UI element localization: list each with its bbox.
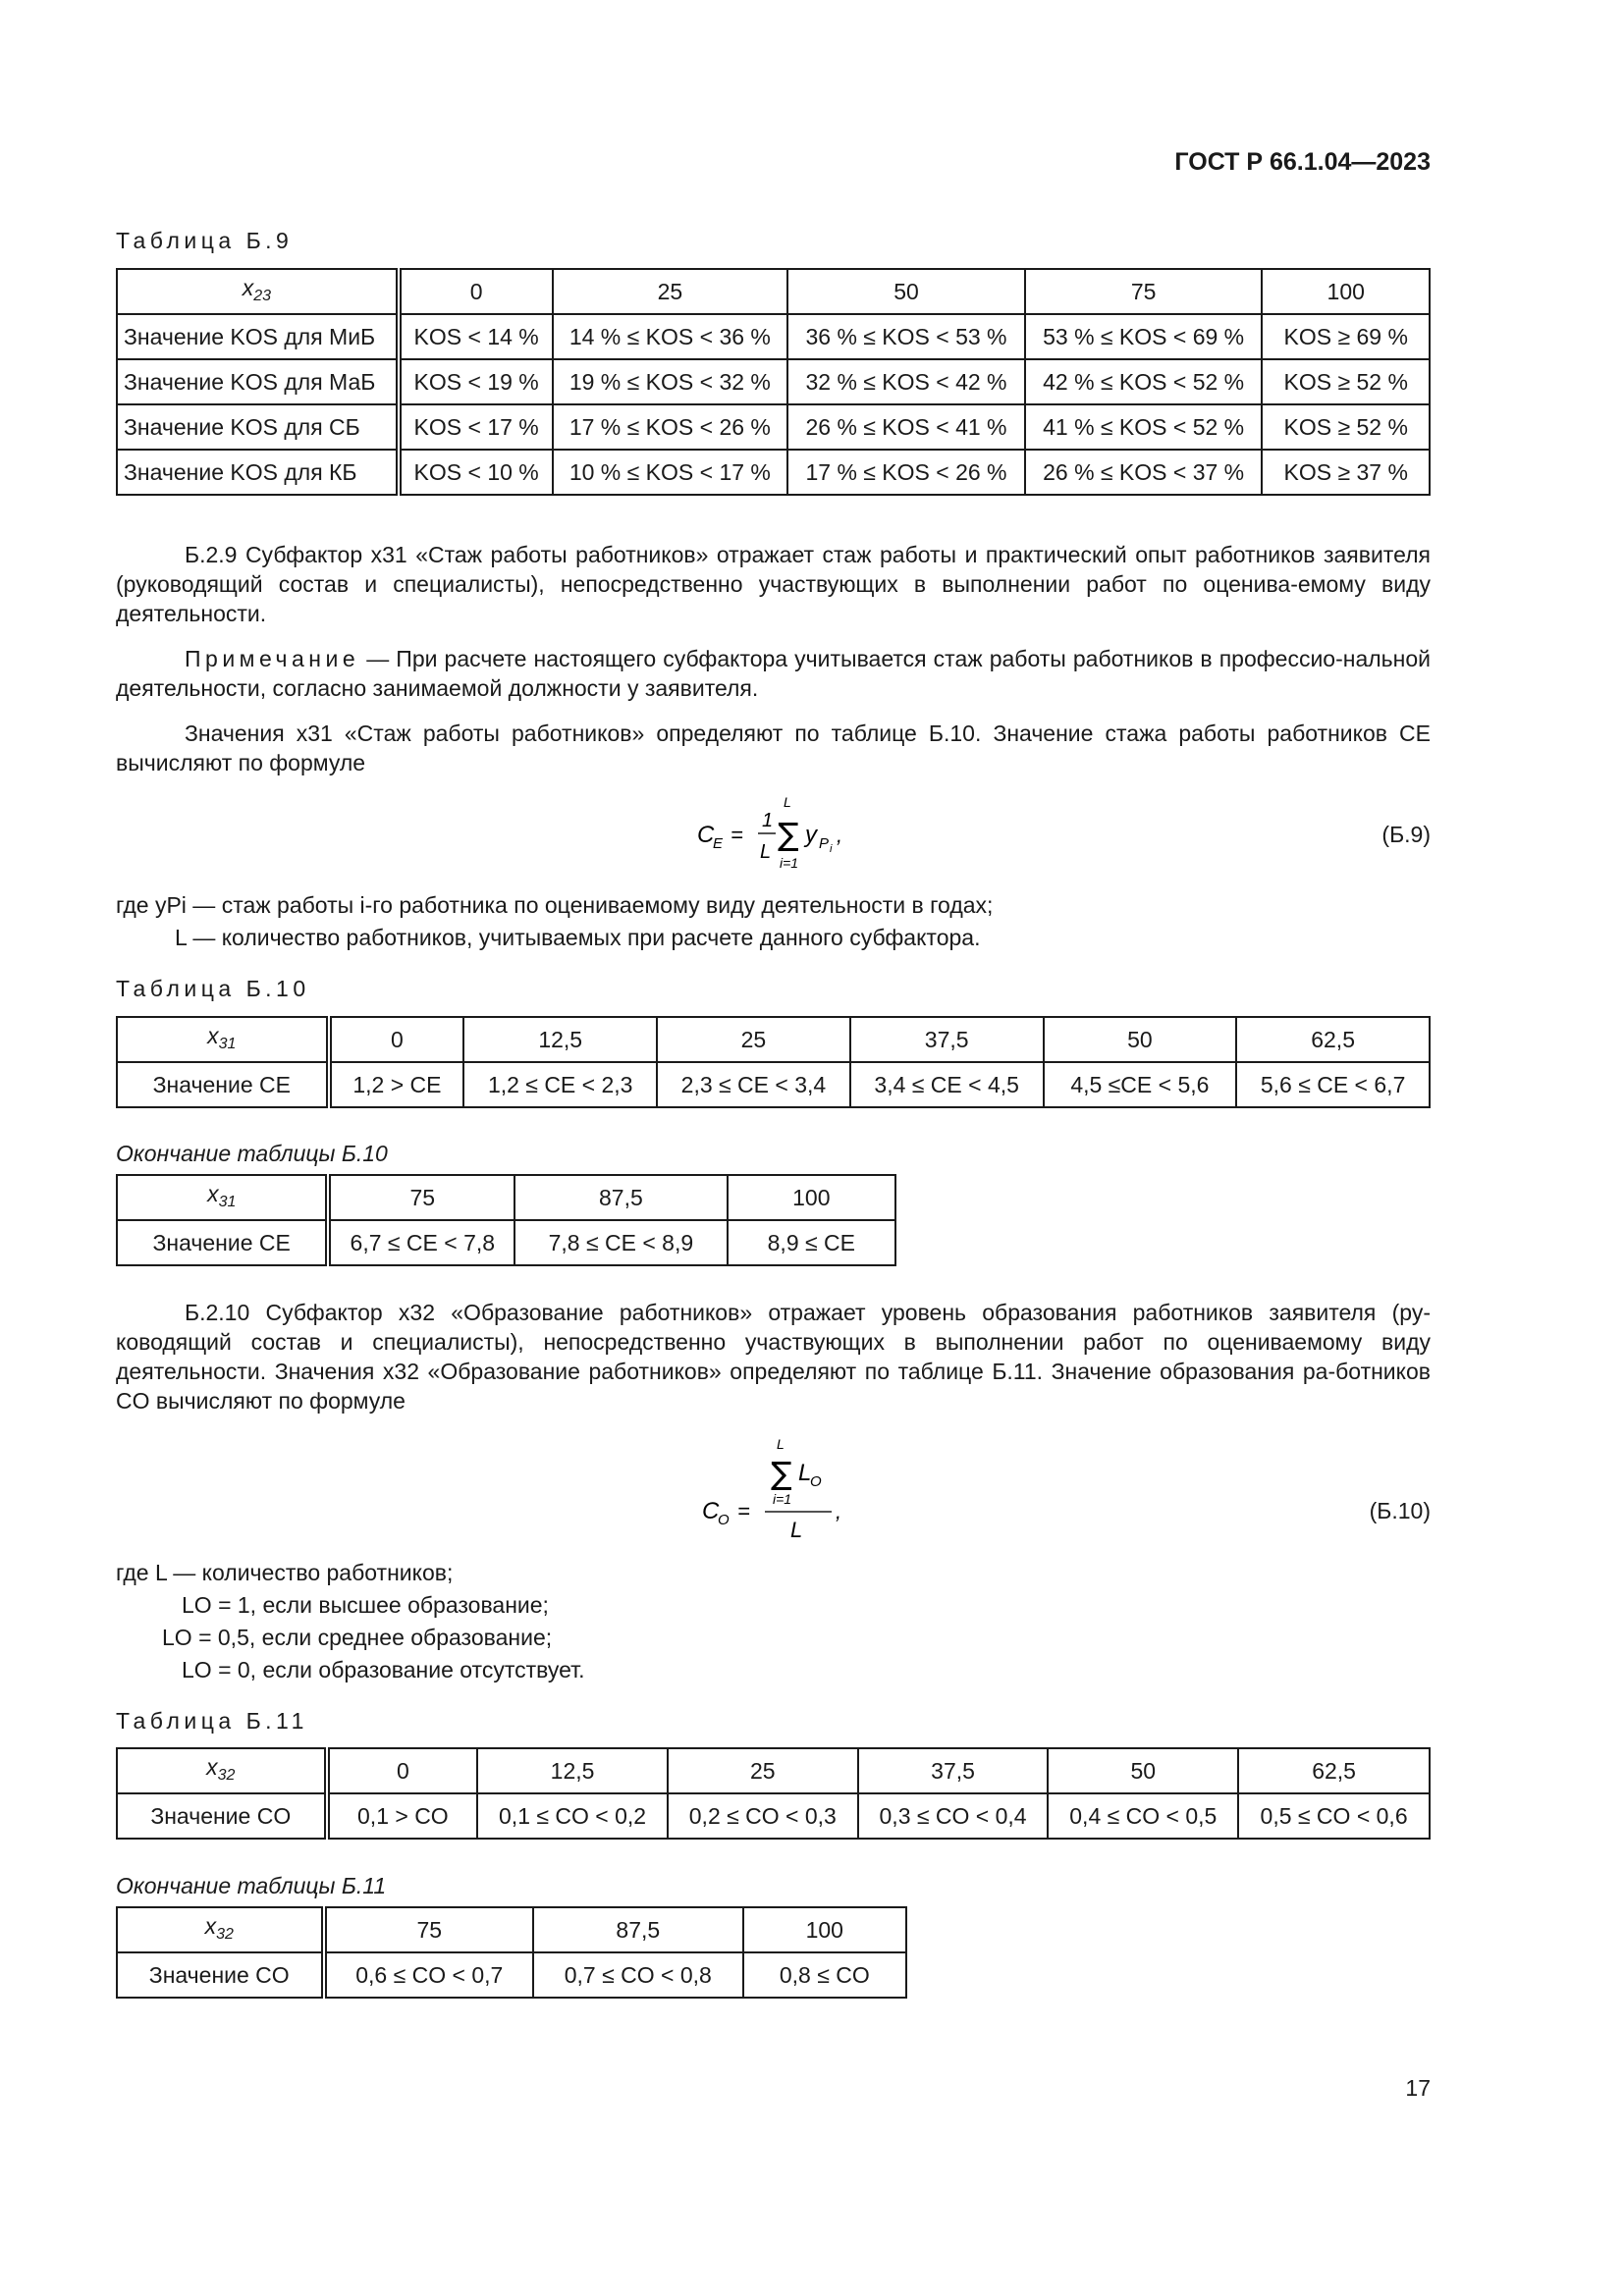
note-b29: Примечание — При расчете настоящего субфактора учитывается стаж работы работников в профессио-нальной деятельности, согласно занимаемой должности у заявителя. xyxy=(116,646,1431,701)
table-row xyxy=(117,1952,906,1998)
table-row xyxy=(117,359,1430,404)
table-cell: KOS < 14 % xyxy=(399,314,553,359)
table-b11-caption: Таблица Б.11 xyxy=(116,1708,308,1734)
table-row xyxy=(117,1220,895,1265)
table-row xyxy=(117,1748,1430,1793)
table-b9 xyxy=(116,268,1431,496)
table-cell: 0 xyxy=(327,1748,478,1793)
table-row xyxy=(117,1017,1430,1062)
formula-b10-number: (Б.10) xyxy=(1369,1498,1431,1523)
svg-text:L: L xyxy=(798,1460,812,1486)
table-cell: 6,7 ≤ CE < 7,8 xyxy=(328,1220,514,1265)
document-code: ГОСТ Р 66.1.04—2023 xyxy=(1174,148,1431,176)
svg-text:∑: ∑ xyxy=(771,1455,792,1492)
table-cell: 19 % ≤ KOS < 32 % xyxy=(553,359,788,404)
table-cell: 0,3 ≤ CO < 0,4 xyxy=(858,1793,1049,1839)
svg-text:C: C xyxy=(697,822,715,848)
table-cell: 53 % ≤ KOS < 69 % xyxy=(1025,314,1263,359)
table-cell: KOS ≥ 37 % xyxy=(1262,450,1430,495)
table-cell: 12,5 xyxy=(463,1017,657,1062)
formula-b9 xyxy=(697,793,893,872)
table-row xyxy=(117,450,1430,495)
where-b10-line2: LO = 1, если высшее образование; xyxy=(182,1592,549,1618)
table-cell: 41 % ≤ KOS < 52 % xyxy=(1025,404,1263,450)
table-cell: 10 % ≤ KOS < 17 % xyxy=(553,450,788,495)
table-cell: 1,2 ≤ CE < 2,3 xyxy=(463,1062,657,1107)
table-b11-x32-header: $x_{32}$ xyxy=(117,1748,327,1793)
table-cell: 8,9 ≤ CE xyxy=(728,1220,895,1265)
table-b11-end-x32-header: $x_{32}$ xyxy=(117,1907,324,1952)
table-cell: 17 % ≤ KOS < 26 % xyxy=(787,450,1025,495)
svg-text:=: = xyxy=(737,1499,750,1523)
svg-text:=: = xyxy=(731,823,743,847)
table-cell: 26 % ≤ KOS < 37 % xyxy=(1025,450,1263,495)
formula-b10-graphic xyxy=(702,1435,859,1543)
table-cell: 0,4 ≤ CO < 0,5 xyxy=(1048,1793,1238,1839)
table-cell: 12,5 xyxy=(477,1748,668,1793)
table-cell: 75 xyxy=(328,1175,514,1220)
table-cell: 36 % ≤ KOS < 53 % xyxy=(787,314,1025,359)
table-cell: KOS < 17 % xyxy=(399,404,553,450)
where-b10-line4: LO = 0, если образование отсутствует. xyxy=(182,1657,585,1682)
table-cell: Значение CE xyxy=(117,1062,329,1107)
table-b9-caption: Таблица Б.9 xyxy=(116,228,294,253)
table-cell: 37,5 xyxy=(858,1748,1049,1793)
table-cell: 0 xyxy=(399,269,553,314)
table-cell: 5,6 ≤ CE < 6,7 xyxy=(1236,1062,1430,1107)
svg-text:i=1: i=1 xyxy=(780,855,799,871)
table-cell: 75 xyxy=(324,1907,534,1952)
svg-text:1: 1 xyxy=(762,810,774,831)
svg-text:L: L xyxy=(790,1518,803,1542)
svg-text:L: L xyxy=(760,841,772,863)
table-b10-end xyxy=(116,1174,896,1266)
table-b10 xyxy=(116,1016,1431,1108)
table-b11-end-caption: Окончание таблицы Б.11 xyxy=(116,1873,387,1898)
table-cell: Значение KOS для КБ xyxy=(117,450,399,495)
table-cell: 3,4 ≤ CE < 4,5 xyxy=(850,1062,1044,1107)
table-cell: KOS < 10 % xyxy=(399,450,553,495)
table-b10-caption: Таблица Б.10 xyxy=(116,976,310,1001)
table-cell: 14 % ≤ KOS < 36 % xyxy=(553,314,788,359)
table-b11-end xyxy=(116,1906,907,1999)
table-cell: 25 xyxy=(668,1748,858,1793)
table-cell: 0,2 ≤ CO < 0,3 xyxy=(668,1793,858,1839)
table-cell: 75 xyxy=(1025,269,1263,314)
table-cell: KOS < 19 % xyxy=(399,359,553,404)
table-cell: Значение KOS для МиБ xyxy=(117,314,399,359)
table-cell: 0,7 ≤ CO < 0,8 xyxy=(533,1952,743,1998)
table-row xyxy=(117,269,1430,314)
paragraph-b29: Б.2.9 Субфактор x31 «Стаж работы работников» отражает стаж работы и практический опыт работников заявителя (руководящий состав и специалисты), непосредственно участвующих в выполнении работ по оценива-емому виду деятельности. xyxy=(116,542,1431,626)
table-cell: 100 xyxy=(1262,269,1430,314)
table-cell: 0,1 ≤ CO < 0,2 xyxy=(477,1793,668,1839)
table-b10-end-caption: Окончание таблицы Б.10 xyxy=(116,1141,388,1166)
table-cell: KOS ≥ 52 % xyxy=(1262,359,1430,404)
table-cell: 100 xyxy=(728,1175,895,1220)
svg-text:O: O xyxy=(810,1473,822,1490)
table-row xyxy=(117,1907,906,1952)
table-row xyxy=(117,314,1430,359)
table-cell: 7,8 ≤ CE < 8,9 xyxy=(514,1220,727,1265)
formula-b9-graphic xyxy=(697,793,893,872)
table-cell: 42 % ≤ KOS < 52 % xyxy=(1025,359,1263,404)
table-b9-x23-header: $x_{23}$ xyxy=(117,269,399,314)
formula-b9-number: (Б.9) xyxy=(1381,822,1431,847)
svg-text:y: y xyxy=(805,822,817,848)
svg-text:P: P xyxy=(819,835,830,852)
svg-text:L: L xyxy=(784,794,791,810)
table-cell: 62,5 xyxy=(1238,1748,1430,1793)
table-cell: 25 xyxy=(657,1017,850,1062)
table-cell: KOS ≥ 52 % xyxy=(1262,404,1430,450)
table-row xyxy=(117,1793,1430,1839)
table-cell: Значение KOS для МаБ xyxy=(117,359,399,404)
paragraph-b29-values: Значения x31 «Стаж работы работников» определяют по таблице Б.10. Значение стажа работы работников CE вычисляют по формуле xyxy=(116,721,1431,775)
table-cell: 50 xyxy=(1044,1017,1237,1062)
where-b9-line1: где yPi — стаж работы i-го работника по оцениваемому виду деятельности в годах; xyxy=(116,892,994,918)
table-b11 xyxy=(116,1747,1431,1840)
table-cell: 37,5 xyxy=(850,1017,1044,1062)
table-cell: 0,6 ≤ CO < 0,7 xyxy=(324,1952,534,1998)
svg-text:i=1: i=1 xyxy=(773,1491,792,1507)
table-cell: 62,5 xyxy=(1236,1017,1430,1062)
table-cell: 100 xyxy=(743,1907,906,1952)
svg-text:∑: ∑ xyxy=(778,816,799,853)
table-cell: 87,5 xyxy=(514,1175,727,1220)
table-cell: 0,5 ≤ CO < 0,6 xyxy=(1238,1793,1430,1839)
table-cell: 2,3 ≤ CE < 3,4 xyxy=(657,1062,850,1107)
table-cell: Значение CO xyxy=(117,1793,327,1839)
table-cell: 0 xyxy=(329,1017,464,1062)
svg-text:,: , xyxy=(837,823,843,847)
table-cell: 0,1 > CO xyxy=(327,1793,478,1839)
table-cell: 4,5 ≤CE < 5,6 xyxy=(1044,1062,1237,1107)
table-cell: Значение CE xyxy=(117,1220,328,1265)
paragraph-b210: Б.2.10 Субфактор x32 «Образование работников» отражает уровень образования работников заявителя (ру-ководящий состав и специалисты), непосредственно участвующих в выполнении работ по оцениваемому виду деятельности. Значения x32 «Образование работников» определяют по таблице Б.11. Значение образования ра-ботников CO вычисляют по формуле xyxy=(116,1300,1431,1414)
table-cell: 26 % ≤ KOS < 41 % xyxy=(787,404,1025,450)
table-row xyxy=(117,1062,1430,1107)
where-b10-line3: LO = 0,5, если среднее образование; xyxy=(162,1625,553,1650)
table-cell: 87,5 xyxy=(533,1907,743,1952)
where-b9-line2: L — количество работников, учитываемых при расчете данного субфактора. xyxy=(175,925,981,950)
table-cell: 17 % ≤ KOS < 26 % xyxy=(553,404,788,450)
svg-text:,: , xyxy=(836,1499,842,1523)
table-b10-x31-header: $x_{31}$ xyxy=(117,1017,329,1062)
where-b10-line1: где L — количество работников; xyxy=(116,1560,454,1585)
svg-text:C: C xyxy=(702,1498,720,1524)
svg-text:i: i xyxy=(830,843,833,855)
table-cell: 0,8 ≤ CO xyxy=(743,1952,906,1998)
table-cell: 50 xyxy=(787,269,1025,314)
formula-b10 xyxy=(702,1435,859,1543)
svg-text:E: E xyxy=(713,835,724,852)
table-cell: 1,2 > CE xyxy=(329,1062,464,1107)
table-cell: Значение CO xyxy=(117,1952,324,1998)
svg-text:O: O xyxy=(718,1512,730,1528)
table-cell: 25 xyxy=(553,269,788,314)
table-cell: 50 xyxy=(1048,1748,1238,1793)
table-row xyxy=(117,404,1430,450)
svg-text:L: L xyxy=(777,1436,785,1452)
table-row xyxy=(117,1175,895,1220)
table-b10-end-x31-header: $x_{31}$ xyxy=(117,1175,328,1220)
table-cell: KOS ≥ 69 % xyxy=(1262,314,1430,359)
page-number: 17 xyxy=(1405,2075,1431,2101)
table-cell: Значение KOS для СБ xyxy=(117,404,399,450)
table-cell: 32 % ≤ KOS < 42 % xyxy=(787,359,1025,404)
